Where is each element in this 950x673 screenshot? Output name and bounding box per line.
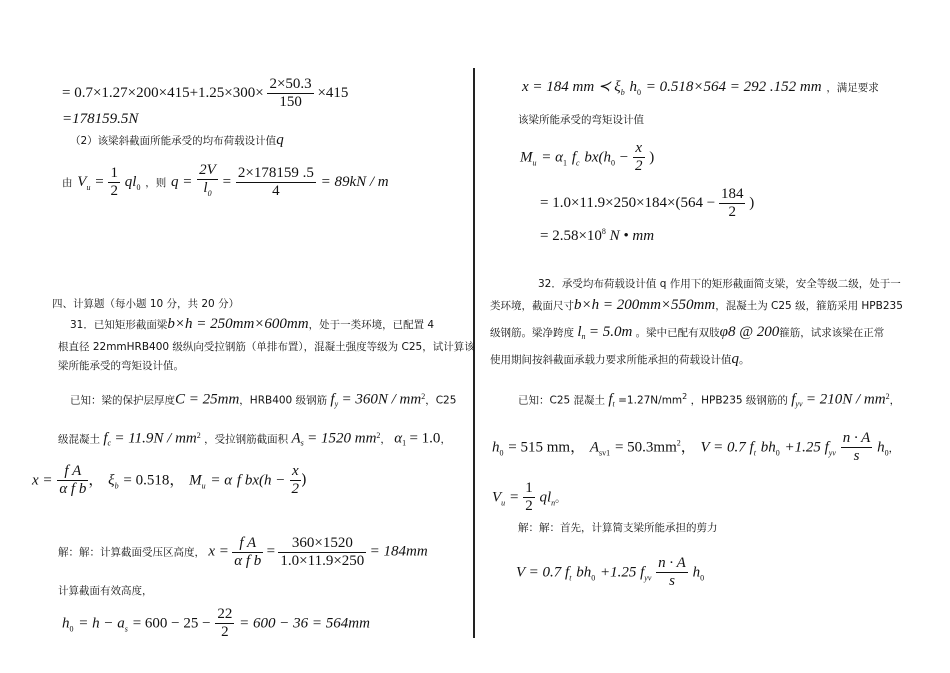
mu-symbol: M xyxy=(520,149,533,166)
asv-symbol: A xyxy=(589,439,600,456)
x-half-fraction xyxy=(719,186,746,221)
v-formula-row xyxy=(516,555,704,590)
mu-sub: u xyxy=(201,481,206,491)
h0-result: = 600 − 36 = 564mm xyxy=(239,615,370,632)
asv-value: = 50.3mm xyxy=(614,439,677,456)
q32-line1: 32．承受均布荷载设计值 q 作用下的矩形截面简支梁，安全等级二级，处于一 xyxy=(538,278,901,290)
exponent: 8 xyxy=(601,227,606,236)
comma: ， xyxy=(888,442,900,455)
f-symbol: f xyxy=(571,149,576,166)
fraction-denominator: 150 xyxy=(279,94,302,110)
h0-calc: = 600 − 25 − xyxy=(132,615,211,632)
steel-area-label: ，受拉钢筋截面积 xyxy=(204,433,289,446)
q31-line2: 根直径 22mmHRB400 级纵向受拉钢筋（单排布置），混凝土强度等级为 C25，试计算该 xyxy=(58,341,475,353)
ft-sub: t xyxy=(753,448,756,458)
fraction-denominator: s xyxy=(853,448,860,464)
ft-symbol: f xyxy=(608,391,613,408)
h0-sub: 0 xyxy=(591,573,596,583)
h-symbol: h xyxy=(877,439,885,456)
fraction-numerator: 184 xyxy=(720,186,744,202)
fraction-numerator: 2×50.3 xyxy=(269,76,312,92)
fy-symbol: f xyxy=(330,391,335,408)
moment-formula xyxy=(520,140,654,175)
x-fraction xyxy=(232,535,263,570)
effective-height-label: 计算截面有效高度， xyxy=(58,585,153,597)
as-sub: s xyxy=(300,438,304,448)
fraction-numerator: f A xyxy=(57,463,88,481)
fyv-term: +1.25 f xyxy=(784,439,829,456)
alpha-term: = α xyxy=(541,149,564,166)
fraction-denominator: 2 xyxy=(110,182,118,199)
equals: = xyxy=(509,489,519,506)
nasv-over-s xyxy=(656,555,688,590)
ln-sub: n xyxy=(581,332,586,342)
shear-calc-fraction xyxy=(267,76,313,111)
known-line1 xyxy=(70,389,456,412)
v-formula: V = 0.7 f xyxy=(700,439,754,456)
bh-term: bh xyxy=(760,439,776,456)
fraction-denominator: 4 xyxy=(272,182,280,199)
l-symbol: l xyxy=(203,180,208,196)
known-steel-label: ，HRB400 级钢筋 xyxy=(239,394,328,407)
mu-symbol: M xyxy=(189,472,202,489)
solution-label: 解：解：计算截面受压区高度， xyxy=(58,546,205,559)
fraction-denominator: 2 xyxy=(525,498,533,514)
fraction-denominator: s xyxy=(669,573,675,589)
equals-2: = xyxy=(222,174,232,190)
vu-symbol: V xyxy=(492,489,502,506)
fraction-denominator: α f b xyxy=(234,553,262,569)
as-sup: 2 xyxy=(376,431,381,440)
period: 。 xyxy=(555,492,566,505)
q32-stirrup-label: 。梁中已配有双肢 xyxy=(635,327,720,339)
q31-dimension: b×h = 250mm×600mm xyxy=(167,316,309,332)
alpha-sub: 1 xyxy=(563,158,568,168)
moment-value: = 2.58×10 xyxy=(540,228,602,244)
close-paren: ) xyxy=(649,149,655,166)
ft-value: =1.27N/mm xyxy=(618,394,683,407)
v-formula: V = 0.7 f xyxy=(516,564,570,581)
l-sub: 0 xyxy=(207,189,212,198)
x-fraction xyxy=(57,463,88,498)
fraction-denominator: 2 xyxy=(635,158,643,174)
steel-label: ，HPB235 级钢筋的 xyxy=(690,394,788,407)
fy-sub: y xyxy=(334,399,339,409)
h-symbol: h xyxy=(692,564,701,581)
q31-line3: 梁所能承受的弯矩设计值。 xyxy=(58,360,184,372)
alpha-value: = 1.0 xyxy=(409,430,441,447)
load-equation xyxy=(62,162,389,202)
numeric-fraction xyxy=(278,535,366,570)
ft-sub: t xyxy=(612,399,615,409)
2v-over-l-fraction xyxy=(197,162,218,202)
fraction-numerator: 360×1520 xyxy=(278,535,366,553)
numeric-fraction xyxy=(236,165,316,200)
satisfied-note: ，满足要求 xyxy=(826,82,879,94)
fc-sub: c xyxy=(107,438,112,448)
stirrup-spec: φ8 @ 200 xyxy=(719,324,780,340)
moment-heading: 该梁所能承受的弯矩设计值 xyxy=(518,114,644,126)
known-c25: ，C25 xyxy=(425,394,457,407)
q32-question: 使用期间按斜截面承载力要求所能承担的荷载设计值 xyxy=(490,354,732,366)
equals: = xyxy=(95,174,104,190)
fc-sup: 2 xyxy=(196,431,201,440)
q-variable: q xyxy=(731,351,739,367)
part2-heading-text: （2）该梁斜截面所能承受的均布荷载设计值 xyxy=(70,135,277,147)
half-fraction xyxy=(108,165,120,200)
fyv-sup: 2 xyxy=(885,392,890,401)
solution-row xyxy=(58,535,428,570)
q32-material: ，混凝土为 C25 级，箍筋采用 HPB235 xyxy=(715,300,903,312)
q32-env: 类环境，截面尺寸 xyxy=(490,300,574,312)
q31-intro-tail: ，处于一类环境，已配置 4 xyxy=(308,319,435,331)
fc-value: = 11.9N / mm xyxy=(114,430,197,447)
q-variable: q xyxy=(276,132,284,148)
xi-sub: b xyxy=(114,481,119,491)
minus: − xyxy=(619,149,629,166)
h0-sub: 0 xyxy=(610,158,615,168)
ql-sub: 0 xyxy=(136,183,141,192)
fraction-denominator: 1.0×11.9×250 xyxy=(280,553,365,569)
x-result: = 184mm xyxy=(369,543,428,560)
bh-term: bh xyxy=(576,564,592,581)
fraction-numerator: 1 xyxy=(525,480,533,496)
fraction-denominator: 2 xyxy=(291,481,300,497)
h0-value: = 515 mm xyxy=(508,439,571,456)
q32-line3 xyxy=(490,325,884,344)
half-fraction xyxy=(523,480,535,515)
fy-value: = 360N / mm xyxy=(341,391,422,408)
h-symbol: h xyxy=(629,79,637,95)
q32-span-label: 级钢筋。梁净跨度 xyxy=(490,327,574,339)
fraction-numerator: x xyxy=(633,140,645,158)
moment-result xyxy=(540,224,654,244)
bar-half-fraction xyxy=(215,606,234,641)
moment-unit: N • mm xyxy=(609,228,655,244)
ql-sub: n xyxy=(551,498,556,508)
known-line2: 级混凝土 $f_c = 11.9N / mm^2$ ，受拉钢筋截面积 $A_s = 1520$ $mm^2$， $\alpha_1 = 1.0$， xyxy=(58,430,451,448)
x-check-line xyxy=(522,79,879,100)
x-over-2 xyxy=(290,463,302,498)
q32-line4 xyxy=(490,352,750,368)
ft-sub: t xyxy=(569,573,572,583)
moment-calc xyxy=(540,186,754,221)
fyv-value: = 210N / mm xyxy=(805,391,886,408)
fraction-numerator: n · A xyxy=(842,430,871,446)
known-line xyxy=(518,389,900,412)
moment-calc-text: = 1.0×11.9×250×184×(564 − xyxy=(540,194,716,211)
fyv-term: +1.25 f xyxy=(599,564,645,581)
known-label: 已知：C25 混凝土 xyxy=(518,394,606,407)
xi-value: = 0.518 xyxy=(123,472,170,489)
xi-symbol: ξ xyxy=(108,472,115,489)
alpha-sub: 1 xyxy=(402,438,407,448)
then-label: ，则 xyxy=(145,177,167,189)
shear-calc-text: = 0.7×1.27×200×415+1.25×300× xyxy=(62,84,264,101)
h-minus-a: = h − a xyxy=(78,615,125,632)
h-sub: 0 xyxy=(636,88,641,97)
xb-value: = 0.518×564 = 292 .152 mm xyxy=(645,79,822,95)
h0-sub: 0 xyxy=(884,448,889,458)
fraction-numerator: 2V xyxy=(199,162,216,178)
ln-value: = 5.0m xyxy=(588,324,633,340)
x-compare: x = 184 mm ≺ ξ xyxy=(522,79,621,95)
vu-symbol: V xyxy=(77,174,87,190)
period: 。 xyxy=(739,354,750,366)
mu-rest: f bx(h xyxy=(236,472,272,489)
q32-dimension: b×h = 200mm×550mm xyxy=(574,297,716,313)
fraction-numerator: 2×178159 .5 xyxy=(237,164,314,181)
formula-row: x = $\frac{\text{f A}}{\text{α f b}}$ ， $\xi_b = 0.518$， $M_u = \alpha$ f bx(h − $\frac{x}{2}$ ) xyxy=(32,463,307,497)
vu-relation xyxy=(492,480,566,515)
fraction-numerator: 22 xyxy=(217,606,233,622)
shear-calc-tail: ×415 xyxy=(317,84,349,101)
alpha-symbol: α xyxy=(394,430,403,447)
comma: ， xyxy=(889,394,901,407)
ql-term: ql xyxy=(124,174,137,190)
shear-result: =178159.5N xyxy=(62,111,139,127)
concrete-label: 级混凝土 xyxy=(58,433,100,446)
h0-sub: 0 xyxy=(700,573,705,583)
mu-alpha: = α xyxy=(210,472,233,489)
bx-term: bx(h xyxy=(584,149,611,166)
q-result: = 89kN / m xyxy=(320,174,389,190)
fc-symbol: f xyxy=(103,430,108,447)
fraction-denominator: 2 xyxy=(221,624,229,640)
vu-sub: u xyxy=(501,498,506,508)
close-paren: ) xyxy=(749,194,755,211)
as-value: = 1520 mm xyxy=(307,430,377,447)
x-equals: x = xyxy=(208,543,229,560)
q32-line2 xyxy=(490,298,903,314)
part2-heading xyxy=(70,133,284,149)
q31-intro: 31．已知矩形截面梁 xyxy=(70,319,168,331)
fraction-denominator xyxy=(197,180,218,202)
from-label: 由 xyxy=(62,177,73,189)
x-equals: x = xyxy=(32,472,53,489)
mu-sub: u xyxy=(532,158,537,168)
h0-sub: 0 xyxy=(775,448,780,458)
h0-sub: 0 xyxy=(499,448,504,458)
h0-equation xyxy=(62,606,370,641)
xi-sub: b xyxy=(620,88,625,97)
fyv-symbol: f xyxy=(791,391,796,408)
q-equals: q = xyxy=(171,174,193,190)
as-sub: s xyxy=(124,624,128,634)
cover-value: C = 25mm xyxy=(175,391,240,408)
fyv-sub: yv xyxy=(828,448,836,458)
ql-term: ql xyxy=(539,489,552,506)
h0-symbol: h xyxy=(492,439,500,456)
fraction-denominator: α f b xyxy=(59,481,87,497)
section-heading: 四、计算题（每小题 10 分，共 20 分） xyxy=(52,298,240,310)
fyv-sub: yv xyxy=(795,399,803,409)
fyv-sub: yv xyxy=(644,573,652,583)
fraction-denominator: 2 xyxy=(728,204,736,220)
fy-sup: 2 xyxy=(421,392,426,401)
known-line2: $h_0 = 515$ mm， $A_{sv1} = 50.3mm^2$， V = 0.7 $f_t$ $bh_0 +1.25$ $f_{yv}$ $\frac{n \cdot A}{s}$ $h_0$， xyxy=(492,430,900,464)
fraction-numerator: n · A xyxy=(658,555,686,571)
h0-symbol: h xyxy=(62,615,70,632)
q31-line1 xyxy=(70,317,434,333)
asv-sup: 2 xyxy=(676,438,681,448)
fraction-numerator: x xyxy=(290,463,302,481)
shear-calc-line xyxy=(62,76,348,111)
ft-sup: 2 xyxy=(682,392,688,401)
solution-line: 解：解：首先，计算简支梁所能承担的剪力 xyxy=(518,522,718,534)
x-over-2 xyxy=(633,140,645,175)
known-cover-label: 已知：梁的保护层厚度 xyxy=(70,394,175,407)
equals: = xyxy=(266,543,276,560)
minus: − xyxy=(276,472,285,489)
q32-stirrup-tail: 箍筋，试求该梁在正常 xyxy=(779,327,885,339)
vu-sub: u xyxy=(86,183,91,192)
as-symbol: A xyxy=(291,430,301,447)
fraction-numerator: f A xyxy=(232,535,263,553)
ln-symbol: l xyxy=(577,324,582,340)
fc-sub: c xyxy=(575,158,580,168)
h0-sub: 0 xyxy=(69,624,74,634)
nasv-over-s xyxy=(841,430,873,465)
asv-sub: sv1 xyxy=(599,448,611,458)
fraction-numerator: 1 xyxy=(110,164,118,181)
